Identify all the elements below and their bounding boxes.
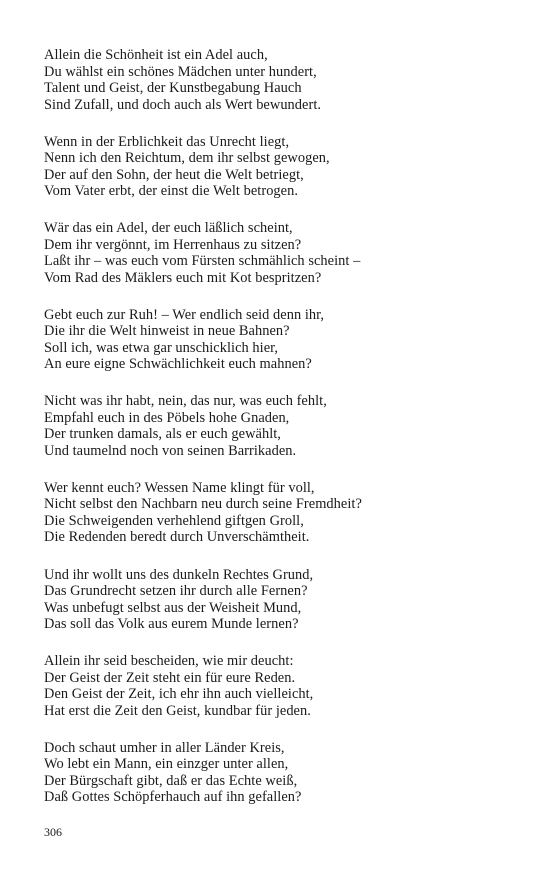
verse-line: Die ihr die Welt hinweist in neue Bahnen? — [44, 323, 290, 340]
verse-line: Den Geist der Zeit, ich ehr ihn auch vielleicht, — [44, 686, 314, 703]
verse-line: Der Bürgschaft gibt, daß er das Echte weiß, — [44, 772, 298, 789]
verse-line: An eure eigne Schwächlichkeit euch mahnen? — [44, 356, 312, 373]
verse-line: Nicht selbst den Nachbarn neu durch seine Fremdheit? — [44, 496, 362, 513]
verse-line: Der Geist der Zeit steht ein für eure Reden. — [44, 669, 296, 686]
verse-line: Wo lebt ein Mann, ein einzger unter allen, — [44, 756, 289, 773]
stanza — [44, 220, 524, 286]
verse-line: Laßt ihr – was euch vom Fürsten schmählich scheint – — [44, 253, 361, 270]
verse-line: Sind Zufall, und doch auch als Wert bewundert. — [44, 96, 322, 113]
verse-line: Doch schaut umher in aller Länder Kreis, — [44, 739, 285, 756]
stanza — [44, 393, 524, 459]
verse-line: Talent und Geist, der Kunstbegabung Hauch — [44, 80, 302, 96]
verse-line: Wenn in der Erblichkeit das Unrecht liegt, — [44, 133, 290, 150]
stanza — [44, 740, 524, 806]
verse-line: Und ihr wollt uns des dunkeln Rechtes Grund, — [44, 566, 314, 583]
stanza — [44, 653, 524, 719]
stanza — [44, 480, 524, 546]
verse-line: Der auf den Sohn, der heut die Welt betriegt, — [44, 166, 304, 183]
verse-line: Soll ich, was etwa gar unschicklich hier, — [44, 339, 279, 356]
page-number: 306 — [44, 825, 62, 839]
verse-line: Gebt euch zur Ruh! – Wer endlich seid denn ihr, — [44, 306, 325, 323]
verse-line: Vom Vater erbt, der einst die Welt betrogen. — [44, 183, 299, 200]
verse-line: Wär das ein Adel, der euch läßlich scheint, — [44, 220, 293, 237]
verse-line: Das Grundrecht setzen ihr durch alle Fernen? — [44, 583, 308, 600]
verse-line: Die Redenden beredt durch Unverschämtheit. — [44, 529, 310, 546]
verse-line: Was unbefugt selbst aus der Weisheit Mund, — [44, 599, 302, 616]
verse-line: Und taumelnd noch von seinen Barrikaden. — [44, 442, 297, 459]
verse-line: Wer kennt euch? Wessen Name klingt für voll, — [44, 479, 315, 496]
verse-line: Der trunken damals, als er euch gewählt, — [44, 426, 281, 443]
verse-line: Dem ihr vergönnt, im Herrenhaus zu sitzen? — [44, 236, 302, 253]
verse-line: Die Schweigenden verhehlend giftgen Groll, — [44, 512, 304, 529]
stanza — [44, 47, 524, 113]
verse-line: Daß Gottes Schöpferhauch auf ihn gefallen? — [44, 789, 302, 806]
verse-line: Allein die Schönheit ist ein Adel auch, — [44, 47, 268, 63]
stanza — [44, 567, 524, 633]
stanza — [44, 307, 524, 373]
verse-line: Du wählst ein schönes Mädchen unter hundert, — [44, 63, 317, 80]
verse-line: Nicht was ihr habt, nein, das nur, was euch fehlt, — [44, 393, 327, 410]
verse-line: Empfahl euch in des Pöbels hohe Gnaden, — [44, 409, 290, 426]
poem-body — [44, 47, 524, 826]
verse-line: Hat erst die Zeit den Geist, kundbar für jeden. — [44, 702, 311, 719]
verse-line: Nenn ich den Reichtum, dem ihr selbst gewogen, — [44, 150, 330, 167]
verse-line: Das soll das Volk aus eurem Munde lernen? — [44, 616, 299, 633]
stanza — [44, 134, 524, 200]
verse-line: Vom Rad des Mäklers euch mit Kot bespritzen? — [44, 269, 322, 286]
verse-line: Allein ihr seid bescheiden, wie mir deucht: — [44, 653, 294, 670]
